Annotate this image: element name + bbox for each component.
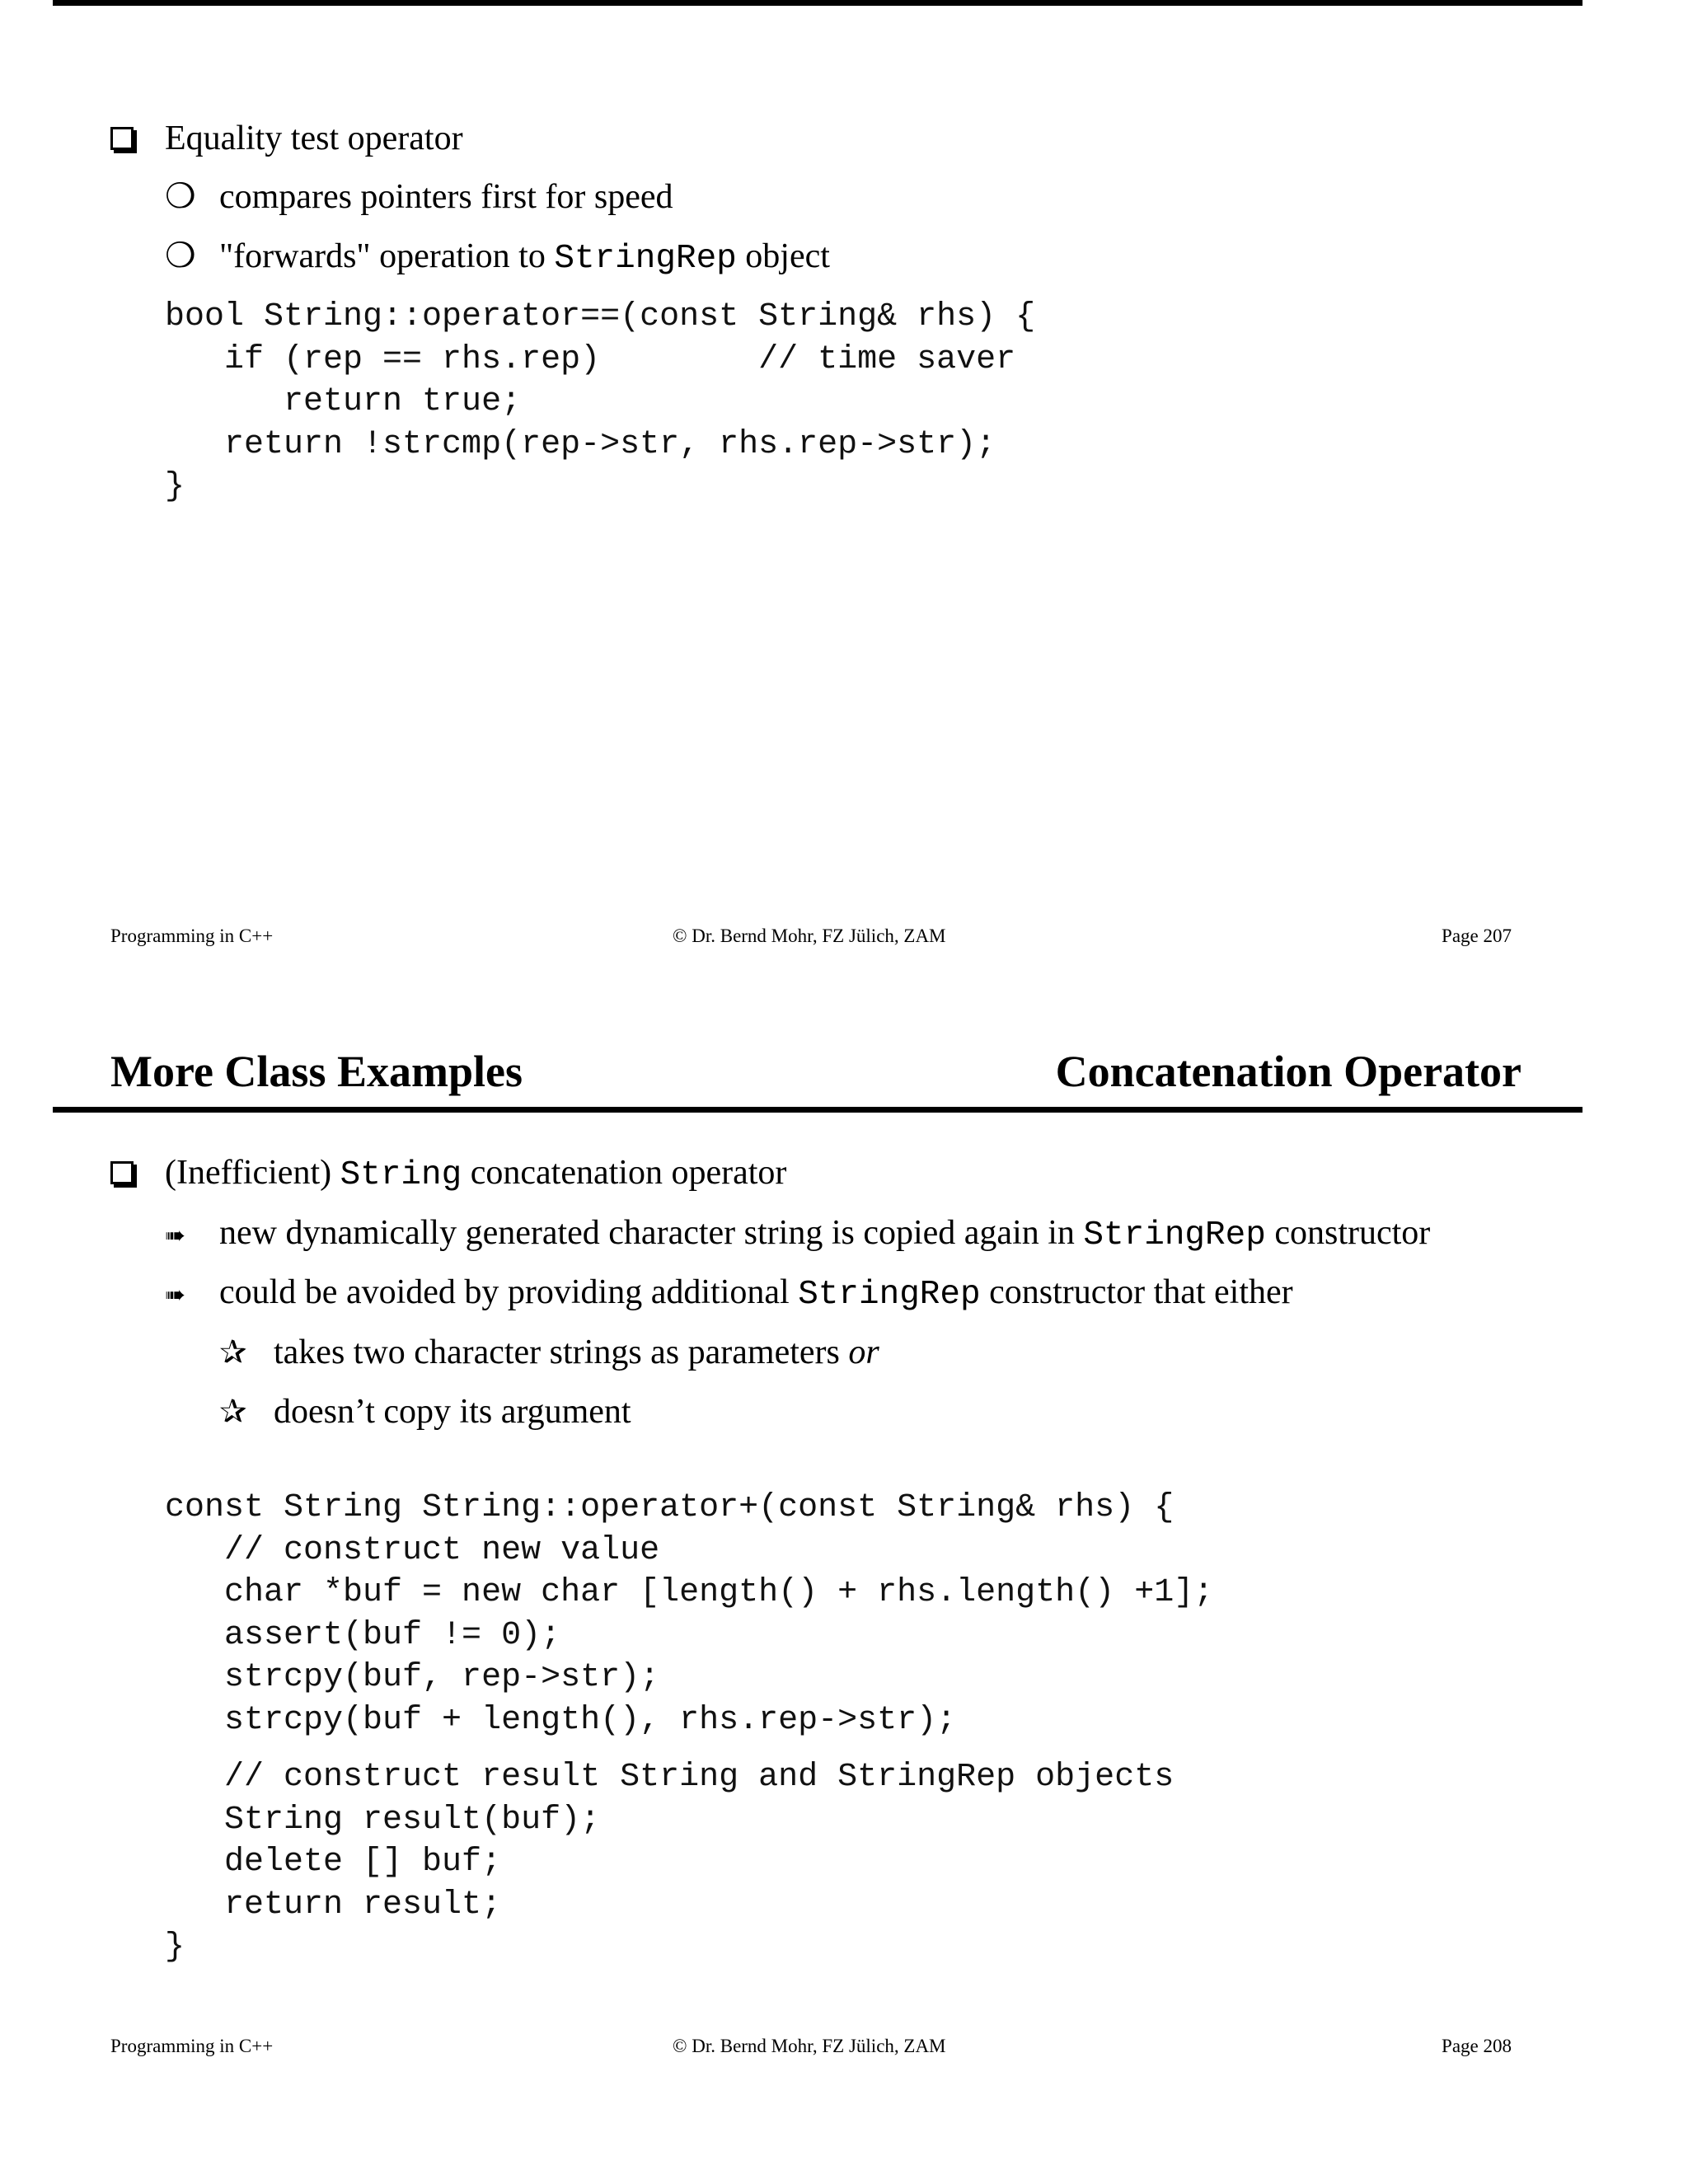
page-title-left: More Class Examples <box>110 1047 523 1096</box>
sub-bullet-text-post: object <box>736 237 830 275</box>
code-line: bool String::operator==(const String& rhs) { <box>165 298 1036 335</box>
footer-left: Programming in C++ <box>110 926 274 946</box>
sub-bullet-code: StringRep <box>554 240 737 278</box>
code-line: String result(buf); <box>165 1801 601 1839</box>
checkbox-bullet-icon <box>110 127 134 150</box>
star-bullet-text: doesn’t copy its argument <box>274 1393 631 1431</box>
code-line: strcpy(buf + length(), rhs.rep->str); <box>165 1701 957 1739</box>
star-bullet-icon: ✰ <box>219 1393 247 1430</box>
sub-bullet-text: compares pointers first for speed <box>219 178 673 216</box>
arrow-bullet-avoided <box>165 1272 1293 1316</box>
code-line: return !strcmp(rep->str, rhs.rep->str); <box>165 425 996 463</box>
code-line: } <box>165 1929 185 1966</box>
code-line: delete [] buf; <box>165 1844 502 1881</box>
footer-page-number: Page 207 <box>1442 926 1512 946</box>
code-line: char *buf = new char [length() + rhs.length() +1]; <box>165 1574 1214 1611</box>
bullet-equality <box>110 118 463 159</box>
star-bullet-two-strings <box>219 1332 879 1373</box>
arrow-bullet-icon: ➠ <box>165 1222 185 1249</box>
checkbox-bullet-icon <box>110 1161 134 1184</box>
code-line: assert(buf != 0); <box>165 1616 561 1654</box>
arrow-bullet-text-post: constructor <box>1265 1214 1431 1252</box>
bullet-text-post: concatenation operator <box>462 1154 787 1192</box>
star-bullet-no-copy <box>219 1391 631 1432</box>
footer-center: © Dr. Bernd Mohr, FZ Jülich, ZAM <box>673 2036 946 2056</box>
star-bullet-icon: ✰ <box>219 1333 247 1371</box>
code-line: strcpy(buf, rep->str); <box>165 1659 660 1696</box>
star-bullet-text: takes two character strings as parameters <box>274 1333 849 1371</box>
arrow-bullet-copied <box>165 1212 1430 1257</box>
code-line: // construct new value <box>165 1531 660 1569</box>
code-line: const String String::operator+(const String& rhs) { <box>165 1489 1175 1526</box>
sub-bullet-compare <box>165 176 673 218</box>
code-line: // construct result String and StringRep objects <box>165 1759 1175 1796</box>
top-rule <box>53 0 1582 6</box>
arrow-bullet-text-pre: new dynamically generated character string is copied again in <box>219 1214 1084 1252</box>
bullet-code: String <box>340 1156 462 1194</box>
circle-bullet-icon: ❍ <box>165 178 196 216</box>
sub-bullet-text-pre: "forwards" operation to <box>219 237 555 275</box>
header-rule <box>53 1107 1582 1113</box>
code-line: if (rep == rhs.rep) // time saver <box>165 340 1016 378</box>
code-line: return true; <box>165 383 522 420</box>
star-bullet-italic: or <box>848 1333 879 1371</box>
bullet-text: Equality test operator <box>165 120 463 157</box>
footer-page-number: Page 208 <box>1442 2036 1512 2056</box>
footer-left: Programming in C++ <box>110 2036 274 2056</box>
code-block-equality <box>165 296 1035 509</box>
arrow-bullet-text-pre: could be avoided by providing additional <box>219 1273 799 1311</box>
arrow-bullet-icon: ➠ <box>165 1282 185 1309</box>
page-title-right: Concatenation Operator <box>1055 1047 1522 1096</box>
footer-center: © Dr. Bernd Mohr, FZ Jülich, ZAM <box>673 926 946 946</box>
code-line: return result; <box>165 1886 502 1924</box>
arrow-bullet-code: StringRep <box>798 1276 981 1314</box>
bullet-text-pre: (Inefficient) <box>165 1154 340 1192</box>
bullet-inefficient <box>110 1152 786 1196</box>
code-line: } <box>165 468 185 505</box>
circle-bullet-icon: ❍ <box>165 237 196 275</box>
code-block-concat-b <box>165 1756 1174 1969</box>
arrow-bullet-text-post: constructor that either <box>980 1273 1293 1311</box>
code-block-concat-a <box>165 1487 1213 1741</box>
arrow-bullet-code: StringRep <box>1083 1216 1266 1254</box>
sub-bullet-forwards <box>165 236 830 279</box>
